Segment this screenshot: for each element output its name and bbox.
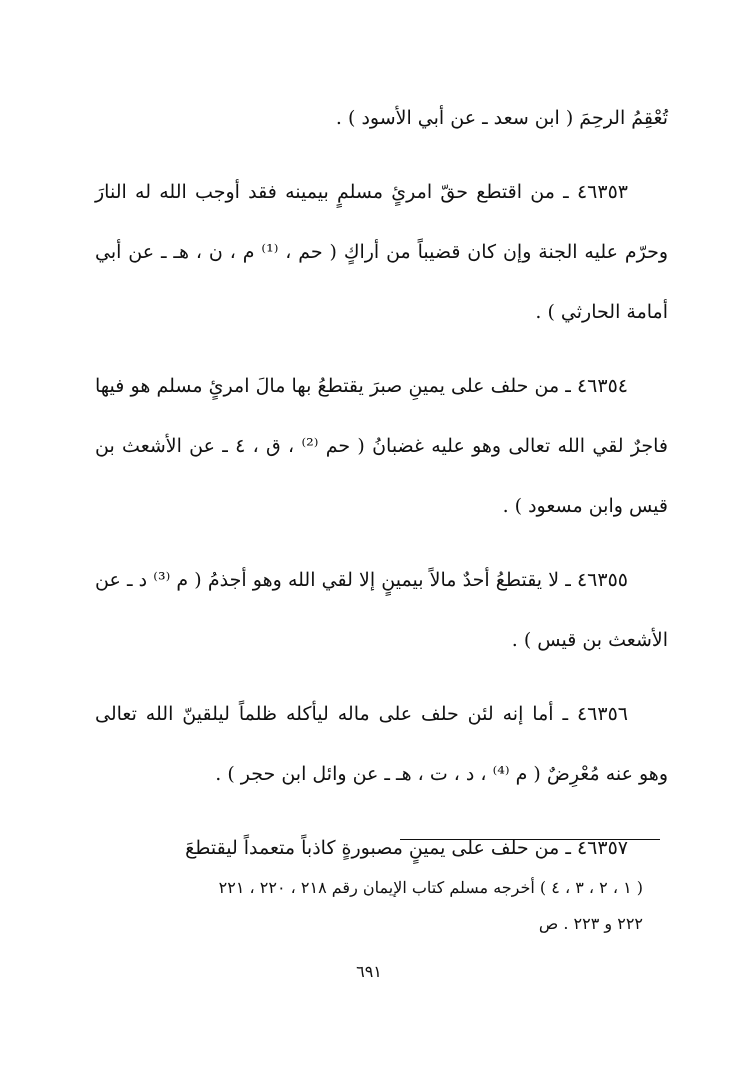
hadith-46355: ٤٦٣٥٥ ـ لا يقتطعُ أحدٌ مالاً بيمينٍ إلا لقي الله وهو أجذمُ ( م ⁽³⁾ د ـ عن الأشعث بن قيس ) . [95, 569, 668, 651]
footnote-divider [400, 839, 660, 840]
page-number: ٦٩١ [356, 962, 382, 981]
continuation-line: تُعْقِمُ الرحِمَ ( ابن سعد ـ عن أبي الأسود ) . [335, 107, 668, 129]
hadith-46357: ٤٦٣٥٧ ـ من حلف على يمينٍ مصبورةٍ كاذباً متعمداً ليقتطعَ [185, 837, 628, 859]
hadith-46354: ٤٦٣٥٤ ـ من حلف على يمينِ صبرَ يقتطعُ بها مالَ امرئٍ مسلم هو فيها فاجرٌ لقي الله تعالى وهو عليه غضبانُ ( حم ⁽²⁾ ، ق ، ٤ ـ عن الأشعث بن قيس وابن مسعود ) . [95, 375, 668, 517]
footnotes [90, 870, 643, 942]
hadith-46356: ٤٦٣٥٦ ـ أما إنه لئن حلف على ماله ليأكله ظلماً ليلقينّ الله تعالى وهو عنه مُعْرِضٌ ( م ⁽⁴⁾ ، د ، ت ، هـ ـ عن وائل ابن حجر ) . [95, 703, 668, 785]
footnote-line: ( ١ ، ٢ ، ٣ ، ٤ ) أخرجه مسلم كتاب الإيمان رقم ٢١٨ ، ٢٢٠ ، ٢٢١ [218, 878, 643, 897]
main-text [95, 88, 668, 878]
hadith-46353: ٤٦٣٥٣ ـ من اقتطع حقّ امرئٍ مسلمٍ بيمينه فقد أوجب الله له النارَ وحرّم عليه الجنة وإن كان قضيباً من أراكٍ ( حم ، ⁽¹⁾ م ، ن ، هـ ـ عن أبي أمامة الحارثي ) . [95, 181, 668, 323]
footnote-line: ٢٢٢ و ٢٢٣ . ص [538, 914, 643, 933]
